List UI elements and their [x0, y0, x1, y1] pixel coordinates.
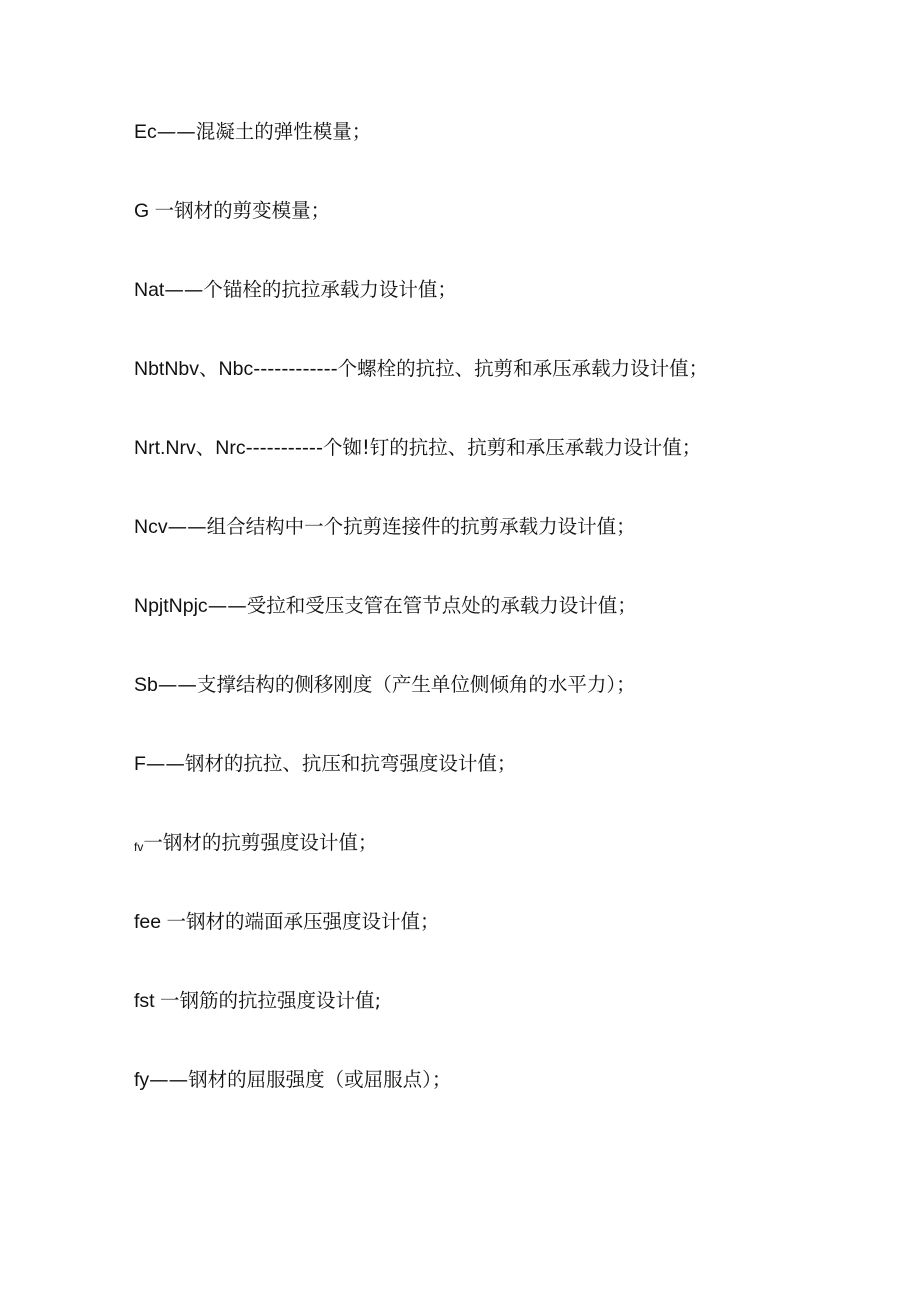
definition-symbol: Nat — [134, 279, 165, 301]
definition-line — [134, 985, 894, 1064]
definition-line — [134, 274, 894, 353]
definition-text: 一钢筋的抗拉强度设计值; — [160, 989, 382, 1012]
definition-text: ——混凝土的弹性模量； — [156, 120, 372, 143]
definition-symbol: fst — [134, 990, 161, 1012]
definition-list — [134, 116, 894, 1143]
definition-text: 一钢材的剪变模量； — [154, 199, 331, 222]
definition-text: 一钢材的抗剪强度设计值； — [143, 831, 378, 854]
definition-line — [134, 590, 894, 669]
definition-text: ——受拉和受压支管在管节点处的承载力设计值； — [207, 594, 637, 617]
definition-symbol: fy — [134, 1069, 150, 1091]
definition-symbol: Ncv — [134, 516, 168, 538]
definition-symbol: G — [134, 200, 155, 222]
definition-text: 一钢材的端面承压强度设计值； — [166, 910, 440, 933]
definition-symbol: NbtNbv、Nbc — [134, 358, 254, 380]
definition-symbol: fee — [134, 911, 167, 933]
definition-line — [134, 827, 894, 906]
definition-symbol: fv — [134, 840, 144, 854]
definition-text: -----------个铷!钉的抗拉、抗剪和承压承载力设计值； — [245, 436, 702, 459]
definition-line — [134, 432, 894, 511]
definition-line — [134, 906, 894, 985]
definition-line — [134, 195, 894, 274]
definition-symbol: Nrt.Nrv、Nrc — [134, 437, 246, 459]
definition-line — [134, 1064, 894, 1143]
definition-text: ——支撑结构的侧移刚度（产生单位侧倾角的水平力）； — [157, 673, 636, 696]
definition-line — [134, 748, 894, 827]
definition-line — [134, 353, 894, 432]
definition-text: ------------个螺栓的抗拉、抗剪和承压承载力设计值； — [253, 357, 709, 380]
definition-text: ——钢材的屈服强度（或屈服点）； — [149, 1068, 452, 1091]
definition-line — [134, 511, 894, 590]
definition-text: ——组合结构中一个抗剪连接件的抗剪承载力设计值； — [167, 515, 636, 538]
definition-symbol: NpjtNpjc — [134, 595, 208, 617]
definition-line — [134, 116, 894, 195]
definition-symbol: F — [134, 753, 146, 775]
definition-text: ——钢材的抗拉、抗压和抗弯强度设计值； — [145, 752, 517, 775]
definition-symbol: Ec — [134, 121, 157, 143]
definition-symbol: Sb — [134, 674, 158, 696]
definition-text: ——个锚栓的抗拉承载力设计值； — [164, 278, 457, 301]
definition-line — [134, 669, 894, 748]
